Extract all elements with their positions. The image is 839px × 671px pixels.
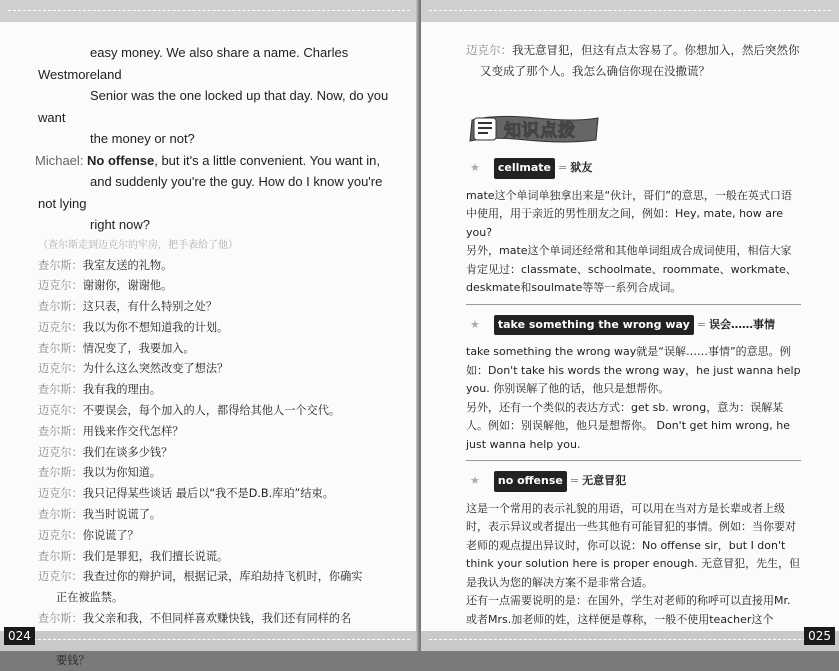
term-row	[466, 315, 801, 336]
dialog-line: 又变成了那个人。我怎么确信你现在没撒谎？	[466, 61, 806, 82]
equals-icon: =	[558, 159, 567, 178]
english-line: right now?	[38, 214, 393, 236]
dialog-line: 查尔斯：我室友送的礼物。	[38, 256, 393, 277]
term-meaning: 无意冒犯	[582, 472, 626, 491]
dialog-line: 迈克尔：不要误会，每个加入的人，都得给其他人一个交代。	[38, 401, 393, 422]
stage-direction: （查尔斯走到迈克尔的牢房，把手表给了他）	[38, 236, 393, 256]
equals-icon: =	[570, 472, 579, 491]
dialog-line: 迈克尔：我查过你的辩护词，根据记录，库珀劫持飞机时，你确实	[38, 567, 393, 588]
dialog-line: 查尔斯：用钱来作交代怎样？	[38, 422, 393, 443]
dialog-line: 迈克尔：我以为你不想知道我的计划。	[38, 318, 393, 339]
term-row	[466, 158, 801, 179]
dialog-line: 迈克尔：为什么这么突然改变了想法？	[38, 359, 393, 380]
english-line: the money or not?	[38, 128, 393, 150]
dialog-line: 查尔斯：我以为你知道。	[38, 463, 393, 484]
star-icon: ★	[470, 159, 480, 178]
page-bottom-edge	[0, 631, 418, 651]
right-top-dialog	[466, 40, 806, 82]
entry-paragraph: 还有一点需要说明的是：在国外，学生对老师的称呼可以直接用Mr.或者Mrs.加老师的姓，这样便是尊称，一般不使用teacher这个	[466, 592, 801, 629]
entry-paragraph: 这是一个常用的表示礼貌的用语，可以用在当对方是长辈或者上级时，表示异议或者提出一些其他有可能冒犯的事情。例如：当你要对老师的观点提出异议时，你可以说：No offense sir，but I don't think your solution here is proper enough. 无意冒犯，先生，但是我认为您的解决方案不是非常合适。	[466, 500, 801, 593]
dialog-line: 正在被监禁。	[38, 588, 393, 609]
term-chip: no offense	[494, 471, 567, 492]
left-page	[0, 0, 418, 651]
term-chip: cellmate	[494, 158, 555, 179]
dialog-line: 迈克尔：我们在谈多少钱？	[38, 443, 393, 464]
dialog-line: 查尔斯：我父亲和我，不但同样喜欢赚快钱，我们还有同样的名	[38, 609, 393, 630]
term-meaning: 误会……事情	[709, 316, 775, 335]
knowledge-banner	[466, 114, 601, 144]
dialog-line: 查尔斯：我当时说谎了。	[38, 505, 393, 526]
page-number: 024	[4, 627, 35, 645]
entry-paragraph: mate这个单词单独拿出来是“伙计，哥们”的意思，一般在英式口语中使用，用于亲近的男性朋友之间，例如：Hey, mate, how are you?	[466, 187, 801, 243]
star-icon: ★	[470, 316, 480, 335]
dialog-line: 查尔斯：我们是罪犯，我们擅长说谎。	[38, 547, 393, 568]
divider	[466, 460, 801, 461]
dialog-line: 要钱？	[38, 651, 393, 671]
term-chip: take something the wrong way	[494, 315, 694, 336]
english-line: Senior was the one locked up that day. Now, do you want	[38, 85, 393, 128]
banner-title: 知识点拨	[504, 116, 576, 141]
english-dialog	[38, 42, 393, 236]
dialog-line: 迈克尔：我无意冒犯，但这有点太容易了。你想加入，然后突然你	[466, 40, 806, 61]
english-line: easy money. We also share a name. Charles Westmoreland	[38, 42, 393, 85]
chinese-dialog	[38, 256, 393, 671]
dialog-line: 查尔斯：我有我的理由。	[38, 380, 393, 401]
dialog-line: 查尔斯：情况变了，我要加入。	[38, 339, 393, 360]
knowledge-entry	[466, 471, 801, 629]
divider	[466, 304, 801, 305]
page-number: 025	[804, 627, 835, 645]
term-row	[466, 471, 801, 492]
entry-paragraph: take something the wrong way就是“误解……事情”的意思。例如：Don't take his words the wrong way，he just wanna help you. 你别误解了他的话，他只是想帮你。	[466, 343, 801, 399]
dialog-line: 迈克尔：我只记得某些谈话 最后以“我不是D.B.库珀”结束。	[38, 484, 393, 505]
dialog-line: 迈克尔：你说谎了？	[38, 526, 393, 547]
term-meaning: 狱友	[570, 159, 592, 178]
star-icon: ★	[470, 472, 480, 491]
english-line: and suddenly you're the guy. How do I know you're not lying	[38, 171, 393, 214]
entry-paragraph: 另外，还有一个类似的表达方式：get sb. wrong，意为：误解某人。例如：别误解他，他只是想帮你。 Don't get him wrong, he just wanna help you.	[466, 399, 801, 455]
knowledge-entry	[466, 158, 801, 298]
page-top-edge	[0, 0, 418, 22]
knowledge-list	[466, 158, 801, 629]
page-top-edge	[421, 0, 839, 22]
page-bottom-edge	[421, 631, 839, 651]
dialog-line: 查尔斯：这只表，有什么特别之处？	[38, 297, 393, 318]
entry-paragraph: 另外，mate这个单词还经常和其他单词组成合成词使用，相信大家肯定见过：classmate、schoolmate、roommate、workmate、deskmate和soulmate等等一系列合成词。	[466, 242, 801, 298]
equals-icon: =	[697, 316, 706, 335]
knowledge-entry	[466, 315, 801, 455]
left-dialog	[38, 42, 393, 671]
dialog-line: 迈克尔：谢谢你，谢谢他。	[38, 276, 393, 297]
english-line: Michael: No offense, but it's a little convenient. You want in,	[35, 150, 393, 172]
